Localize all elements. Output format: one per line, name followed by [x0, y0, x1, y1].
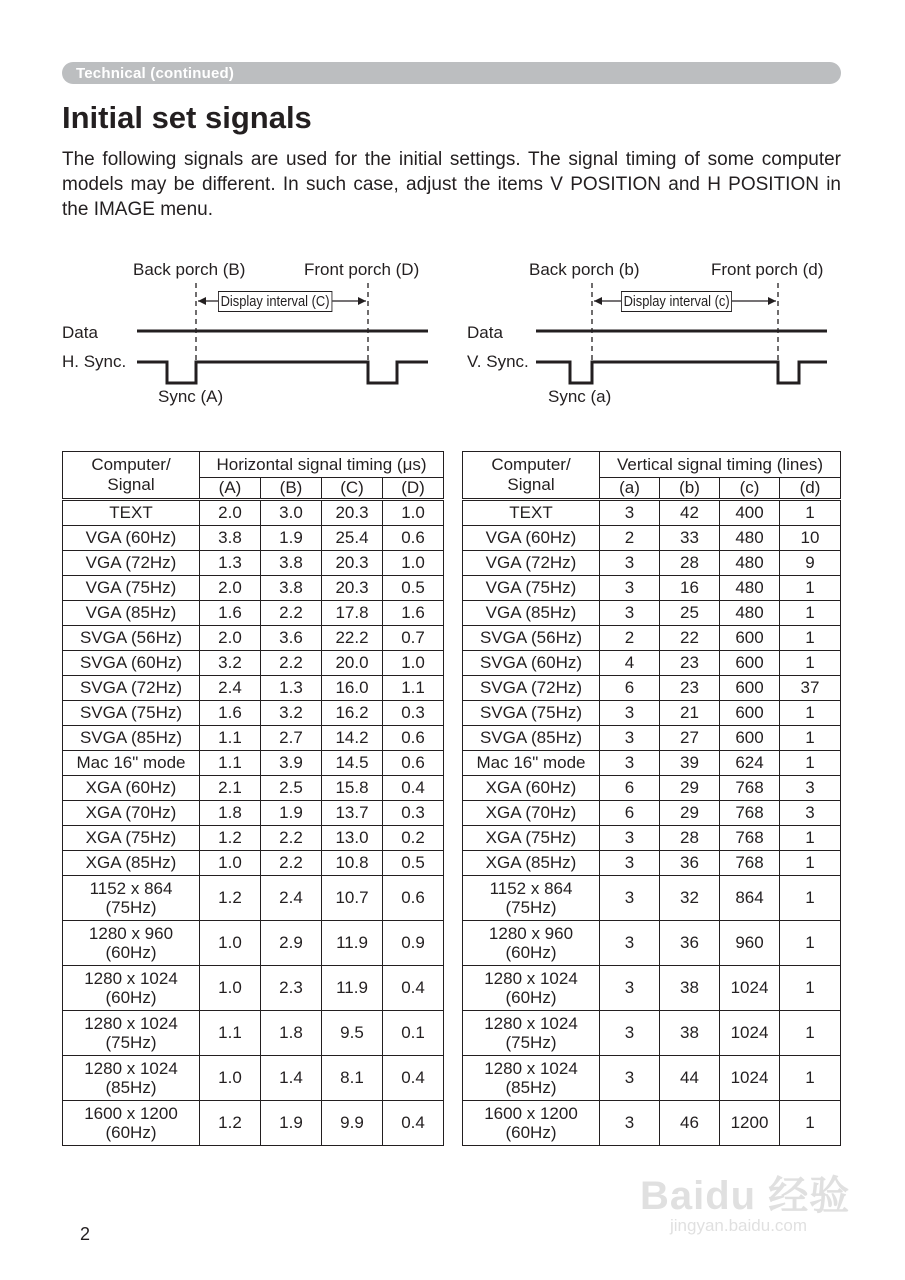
timing-value-cell: 28: [660, 826, 720, 851]
timing-value-cell: 1.6: [383, 601, 444, 626]
table-row: [63, 500, 444, 526]
timing-value-cell: 480: [720, 551, 780, 576]
timing-value-cell: 3.2: [200, 651, 261, 676]
table-row: [63, 966, 444, 1011]
timing-value-cell: 3: [600, 701, 660, 726]
timing-value-cell: 36: [660, 921, 720, 966]
timing-value-cell: 1: [780, 651, 841, 676]
timing-value-cell: 9: [780, 551, 841, 576]
timing-value-cell: 46: [660, 1101, 720, 1146]
signal-name-cell: SVGA (56Hz): [463, 626, 600, 651]
timing-value-cell: 480: [720, 526, 780, 551]
timing-value-cell: 14.2: [322, 726, 383, 751]
table-row: [463, 801, 841, 826]
timing-value-cell: 0.4: [383, 1101, 444, 1146]
signal-name-cell: XGA (60Hz): [63, 776, 200, 801]
timing-value-cell: 3: [600, 751, 660, 776]
timing-value-cell: 23: [660, 676, 720, 701]
table-row: [63, 676, 444, 701]
table-row: [63, 576, 444, 601]
table-row: [63, 526, 444, 551]
timing-value-cell: 6: [600, 676, 660, 701]
timing-value-cell: 1.0: [200, 921, 261, 966]
timing-value-cell: 0.6: [383, 526, 444, 551]
timing-value-cell: 4: [600, 651, 660, 676]
timing-value-cell: 1: [780, 626, 841, 651]
column-header: (d): [780, 478, 841, 500]
signal-name-cell: 1280 x 960 (60Hz): [63, 921, 200, 966]
timing-value-cell: 11.9: [322, 966, 383, 1011]
signal-name-cell: VGA (60Hz): [463, 526, 600, 551]
back-porch-label: Back porch (b): [529, 260, 640, 279]
timing-value-cell: 1: [780, 751, 841, 776]
timing-value-cell: 0.2: [383, 826, 444, 851]
timing-value-cell: 1: [780, 726, 841, 751]
timing-value-cell: 1.3: [200, 551, 261, 576]
timing-value-cell: 2: [600, 626, 660, 651]
timing-value-cell: 25: [660, 601, 720, 626]
timing-value-cell: 2.2: [261, 851, 322, 876]
timing-value-cell: 0.1: [383, 1011, 444, 1056]
signal-name-cell: 1280 x 1024 (60Hz): [63, 966, 200, 1011]
timing-value-cell: 16.0: [322, 676, 383, 701]
table-row: [63, 801, 444, 826]
timing-value-cell: 3: [600, 966, 660, 1011]
timing-value-cell: 13.7: [322, 801, 383, 826]
timing-value-cell: 3: [600, 921, 660, 966]
timing-value-cell: 0.6: [383, 726, 444, 751]
column-header: (c): [720, 478, 780, 500]
timing-value-cell: 22.2: [322, 626, 383, 651]
table-group-header: Vertical signal timing (lines): [600, 452, 841, 478]
timing-value-cell: 10.7: [322, 876, 383, 921]
timing-value-cell: 20.3: [322, 576, 383, 601]
timing-value-cell: 1.2: [200, 1101, 261, 1146]
table-row: [463, 601, 841, 626]
timing-value-cell: 13.0: [322, 826, 383, 851]
timing-value-cell: 1.3: [261, 676, 322, 701]
timing-value-cell: 624: [720, 751, 780, 776]
table-row: [63, 726, 444, 751]
sync-label: Sync (a): [548, 387, 612, 406]
signal-name-cell: SVGA (56Hz): [63, 626, 200, 651]
timing-value-cell: 9.5: [322, 1011, 383, 1056]
table-corner-header: Computer/ Signal: [463, 452, 600, 500]
timing-value-cell: 1.1: [383, 676, 444, 701]
timing-value-cell: 6: [600, 801, 660, 826]
timing-value-cell: 6: [600, 776, 660, 801]
table-row: [463, 751, 841, 776]
table-group-header: Horizontal signal timing (μs): [200, 452, 444, 478]
timing-value-cell: 1: [780, 921, 841, 966]
timing-value-cell: 3.2: [261, 701, 322, 726]
signal-name-cell: SVGA (60Hz): [463, 651, 600, 676]
signal-name-cell: 1152 x 864 (75Hz): [63, 876, 200, 921]
timing-value-cell: 3: [600, 551, 660, 576]
signal-name-cell: 1280 x 1024 (85Hz): [463, 1056, 600, 1101]
timing-value-cell: 0.4: [383, 966, 444, 1011]
timing-value-cell: 3: [780, 801, 841, 826]
timing-value-cell: 768: [720, 851, 780, 876]
timing-value-cell: 38: [660, 966, 720, 1011]
signal-name-cell: 1280 x 1024 (85Hz): [63, 1056, 200, 1101]
timing-value-cell: 3: [600, 826, 660, 851]
timing-value-cell: 1.0: [200, 966, 261, 1011]
watermark-url: jingyan.baidu.com: [670, 1216, 808, 1235]
timing-value-cell: 3: [600, 726, 660, 751]
signal-name-cell: XGA (75Hz): [463, 826, 600, 851]
timing-value-cell: 1: [780, 966, 841, 1011]
timing-value-cell: 2.0: [200, 500, 261, 526]
timing-value-cell: 3.8: [200, 526, 261, 551]
timing-value-cell: 1: [780, 701, 841, 726]
timing-value-cell: 1.4: [261, 1056, 322, 1101]
timing-value-cell: 2.5: [261, 776, 322, 801]
table-row: [463, 676, 841, 701]
timing-value-cell: 600: [720, 726, 780, 751]
timing-value-cell: 23: [660, 651, 720, 676]
timing-value-cell: 1.8: [261, 1011, 322, 1056]
timing-value-cell: 1.0: [200, 1056, 261, 1101]
table-row: [463, 626, 841, 651]
signal-name-cell: XGA (85Hz): [63, 851, 200, 876]
timing-value-cell: 1024: [720, 966, 780, 1011]
timing-value-cell: 2.7: [261, 726, 322, 751]
timing-value-cell: 2.4: [200, 676, 261, 701]
timing-value-cell: 1: [780, 1011, 841, 1056]
table-row: [463, 876, 841, 921]
timing-value-cell: 22: [660, 626, 720, 651]
table-row: [463, 1011, 841, 1056]
signal-name-cell: 1600 x 1200 (60Hz): [463, 1101, 600, 1146]
front-porch-label: Front porch (D): [304, 260, 420, 279]
timing-value-cell: 864: [720, 876, 780, 921]
timing-value-cell: 28: [660, 551, 720, 576]
timing-value-cell: 2.0: [200, 576, 261, 601]
signal-name-cell: XGA (60Hz): [463, 776, 600, 801]
signal-name-cell: SVGA (75Hz): [463, 701, 600, 726]
timing-value-cell: 400: [720, 500, 780, 526]
page-title: Initial set signals: [62, 100, 312, 135]
timing-value-cell: 14.5: [322, 751, 383, 776]
table-row: [463, 776, 841, 801]
timing-value-cell: 1.9: [261, 1101, 322, 1146]
timing-value-cell: 1.8: [200, 801, 261, 826]
timing-value-cell: 3.0: [261, 500, 322, 526]
timing-value-cell: 480: [720, 576, 780, 601]
timing-value-cell: 20.3: [322, 551, 383, 576]
signal-name-cell: SVGA (72Hz): [63, 676, 200, 701]
table-row: [63, 776, 444, 801]
timing-value-cell: 38: [660, 1011, 720, 1056]
timing-value-cell: 1: [780, 1056, 841, 1101]
table-row: [463, 921, 841, 966]
table-row: [463, 726, 841, 751]
timing-value-cell: 42: [660, 500, 720, 526]
sync-label: Sync (A): [158, 387, 224, 406]
table-row: [63, 921, 444, 966]
vertical-timing-table: [462, 451, 841, 1146]
timing-value-cell: 480: [720, 601, 780, 626]
timing-value-cell: 1.2: [200, 826, 261, 851]
timing-value-cell: 39: [660, 751, 720, 776]
signal-name-cell: VGA (75Hz): [463, 576, 600, 601]
timing-value-cell: 27: [660, 726, 720, 751]
table-row: [63, 1056, 444, 1101]
timing-value-cell: 1.0: [383, 500, 444, 526]
column-header: (b): [660, 478, 720, 500]
timing-value-cell: 1024: [720, 1011, 780, 1056]
timing-value-cell: 0.4: [383, 776, 444, 801]
timing-value-cell: 16: [660, 576, 720, 601]
table-row: [463, 1101, 841, 1146]
timing-value-cell: 36: [660, 851, 720, 876]
sync-line-label: H. Sync.: [62, 352, 127, 371]
column-header: (a): [600, 478, 660, 500]
timing-value-cell: 3: [600, 1011, 660, 1056]
timing-value-cell: 1: [780, 601, 841, 626]
timing-value-cell: 1.9: [261, 801, 322, 826]
page-number: 2: [80, 1224, 91, 1244]
signal-name-cell: SVGA (72Hz): [463, 676, 600, 701]
timing-value-cell: 1: [780, 576, 841, 601]
timing-value-cell: 600: [720, 676, 780, 701]
signal-name-cell: 1280 x 960 (60Hz): [463, 921, 600, 966]
timing-value-cell: 2.9: [261, 921, 322, 966]
timing-value-cell: 1: [780, 851, 841, 876]
signal-name-cell: XGA (85Hz): [463, 851, 600, 876]
table-row: [63, 1011, 444, 1056]
timing-value-cell: 0.6: [383, 751, 444, 776]
timing-value-cell: 1: [780, 1101, 841, 1146]
timing-value-cell: 29: [660, 776, 720, 801]
timing-value-cell: 10.8: [322, 851, 383, 876]
timing-value-cell: 1.6: [200, 701, 261, 726]
table-row: [63, 751, 444, 776]
timing-value-cell: 1024: [720, 1056, 780, 1101]
timing-value-cell: 1: [780, 876, 841, 921]
horizontal-timing-table: [62, 451, 444, 1146]
signal-name-cell: XGA (75Hz): [63, 826, 200, 851]
timing-value-cell: 1.6: [200, 601, 261, 626]
signal-name-cell: VGA (85Hz): [63, 601, 200, 626]
timing-value-cell: 20.3: [322, 500, 383, 526]
timing-value-cell: 3: [600, 500, 660, 526]
timing-value-cell: 9.9: [322, 1101, 383, 1146]
watermark-brand: Baidu 经验: [640, 1174, 851, 1218]
signal-name-cell: SVGA (85Hz): [463, 726, 600, 751]
timing-value-cell: 3.6: [261, 626, 322, 651]
timing-value-cell: 0.9: [383, 921, 444, 966]
timing-value-cell: 17.8: [322, 601, 383, 626]
data-line-label: Data: [62, 323, 98, 342]
timing-value-cell: 0.7: [383, 626, 444, 651]
timing-value-cell: 1.1: [200, 726, 261, 751]
timing-value-cell: 1.9: [261, 526, 322, 551]
timing-value-cell: 1: [780, 826, 841, 851]
timing-value-cell: 3: [780, 776, 841, 801]
timing-value-cell: 3.9: [261, 751, 322, 776]
display-interval-label: Display interval (C): [218, 291, 332, 312]
timing-value-cell: 37: [780, 676, 841, 701]
table-row: [463, 826, 841, 851]
table-row: [63, 551, 444, 576]
timing-value-cell: 3.8: [261, 551, 322, 576]
timing-value-cell: 0.3: [383, 701, 444, 726]
timing-value-cell: 960: [720, 921, 780, 966]
timing-value-cell: 768: [720, 826, 780, 851]
timing-value-cell: 2.2: [261, 601, 322, 626]
timing-value-cell: 3.8: [261, 576, 322, 601]
data-line-label: Data: [467, 323, 503, 342]
signal-name-cell: TEXT: [63, 500, 200, 526]
timing-value-cell: 1.2: [200, 876, 261, 921]
timing-value-cell: 2.0: [200, 626, 261, 651]
timing-value-cell: 0.4: [383, 1056, 444, 1101]
timing-value-cell: 768: [720, 801, 780, 826]
signal-name-cell: SVGA (85Hz): [63, 726, 200, 751]
timing-value-cell: 1.0: [383, 651, 444, 676]
signal-name-cell: VGA (72Hz): [63, 551, 200, 576]
timing-value-cell: 2.2: [261, 826, 322, 851]
table-row: [463, 1056, 841, 1101]
signal-name-cell: SVGA (60Hz): [63, 651, 200, 676]
table-row: [463, 500, 841, 526]
table-row: [63, 651, 444, 676]
timing-value-cell: 0.5: [383, 851, 444, 876]
table-row: [63, 826, 444, 851]
column-header: (C): [322, 478, 383, 500]
signal-name-cell: VGA (72Hz): [463, 551, 600, 576]
sync-line-label: V. Sync.: [467, 352, 529, 371]
timing-value-cell: 0.5: [383, 576, 444, 601]
signal-name-cell: 1280 x 1024 (75Hz): [63, 1011, 200, 1056]
timing-value-cell: 32: [660, 876, 720, 921]
table-row: [463, 851, 841, 876]
timing-value-cell: 600: [720, 651, 780, 676]
timing-value-cell: 33: [660, 526, 720, 551]
column-header: (B): [261, 478, 322, 500]
signal-name-cell: XGA (70Hz): [463, 801, 600, 826]
watermark: [640, 1150, 860, 1250]
timing-value-cell: 1.1: [200, 1011, 261, 1056]
timing-value-cell: 20.0: [322, 651, 383, 676]
timing-value-cell: 600: [720, 701, 780, 726]
timing-value-cell: 1.0: [383, 551, 444, 576]
timing-value-cell: 0.6: [383, 876, 444, 921]
back-porch-label: Back porch (B): [133, 260, 246, 279]
timing-value-cell: 16.2: [322, 701, 383, 726]
timing-value-cell: 2: [600, 526, 660, 551]
intro-paragraph: The following signals are used for the initial settings. The signal timing of some computer models may be different. In such case, adjust the items V POSITION and H POSITION in the IMAGE menu.: [62, 149, 841, 220]
table-row: [63, 851, 444, 876]
timing-value-cell: 2.4: [261, 876, 322, 921]
table-row: [463, 576, 841, 601]
timing-value-cell: 600: [720, 626, 780, 651]
timing-value-cell: 3: [600, 601, 660, 626]
signal-name-cell: VGA (85Hz): [463, 601, 600, 626]
signal-name-cell: VGA (75Hz): [63, 576, 200, 601]
column-header: (A): [200, 478, 261, 500]
timing-value-cell: 0.3: [383, 801, 444, 826]
signal-name-cell: 1280 x 1024 (60Hz): [463, 966, 600, 1011]
timing-value-cell: 3: [600, 576, 660, 601]
table-row: [463, 966, 841, 1011]
timing-value-cell: 11.9: [322, 921, 383, 966]
timing-value-cell: 44: [660, 1056, 720, 1101]
table-row: [63, 876, 444, 921]
signal-name-cell: VGA (60Hz): [63, 526, 200, 551]
table-row: [463, 701, 841, 726]
signal-name-cell: XGA (70Hz): [63, 801, 200, 826]
timing-value-cell: 2.2: [261, 651, 322, 676]
table-row: [63, 701, 444, 726]
timing-value-cell: 1: [780, 500, 841, 526]
front-porch-label: Front porch (d): [711, 260, 824, 279]
display-interval-label: Display interval (c): [621, 291, 732, 312]
timing-value-cell: 2.3: [261, 966, 322, 1011]
timing-value-cell: 3: [600, 1101, 660, 1146]
table-row: [63, 601, 444, 626]
column-header: (D): [383, 478, 444, 500]
timing-value-cell: 25.4: [322, 526, 383, 551]
signal-name-cell: Mac 16" mode: [63, 751, 200, 776]
vertical-timing-lines: [0, 0, 905, 440]
timing-value-cell: 1.0: [200, 851, 261, 876]
section-label: Technical (continued): [76, 65, 235, 82]
timing-value-cell: 768: [720, 776, 780, 801]
signal-name-cell: 1280 x 1024 (75Hz): [463, 1011, 600, 1056]
timing-value-cell: 8.1: [322, 1056, 383, 1101]
signal-name-cell: TEXT: [463, 500, 600, 526]
timing-value-cell: 3: [600, 876, 660, 921]
timing-value-cell: 1.1: [200, 751, 261, 776]
timing-value-cell: 21: [660, 701, 720, 726]
table-corner-header: Computer/ Signal: [63, 452, 200, 500]
timing-value-cell: 2.1: [200, 776, 261, 801]
timing-value-cell: 3: [600, 1056, 660, 1101]
signal-name-cell: Mac 16" mode: [463, 751, 600, 776]
table-row: [463, 551, 841, 576]
timing-value-cell: 10: [780, 526, 841, 551]
table-row: [63, 626, 444, 651]
table-row: [463, 526, 841, 551]
timing-value-cell: 1200: [720, 1101, 780, 1146]
signal-name-cell: SVGA (75Hz): [63, 701, 200, 726]
table-row: [463, 651, 841, 676]
timing-value-cell: 29: [660, 801, 720, 826]
table-row: [63, 1101, 444, 1146]
timing-value-cell: 15.8: [322, 776, 383, 801]
signal-name-cell: 1600 x 1200 (60Hz): [63, 1101, 200, 1146]
timing-value-cell: 3: [600, 851, 660, 876]
signal-name-cell: 1152 x 864 (75Hz): [463, 876, 600, 921]
